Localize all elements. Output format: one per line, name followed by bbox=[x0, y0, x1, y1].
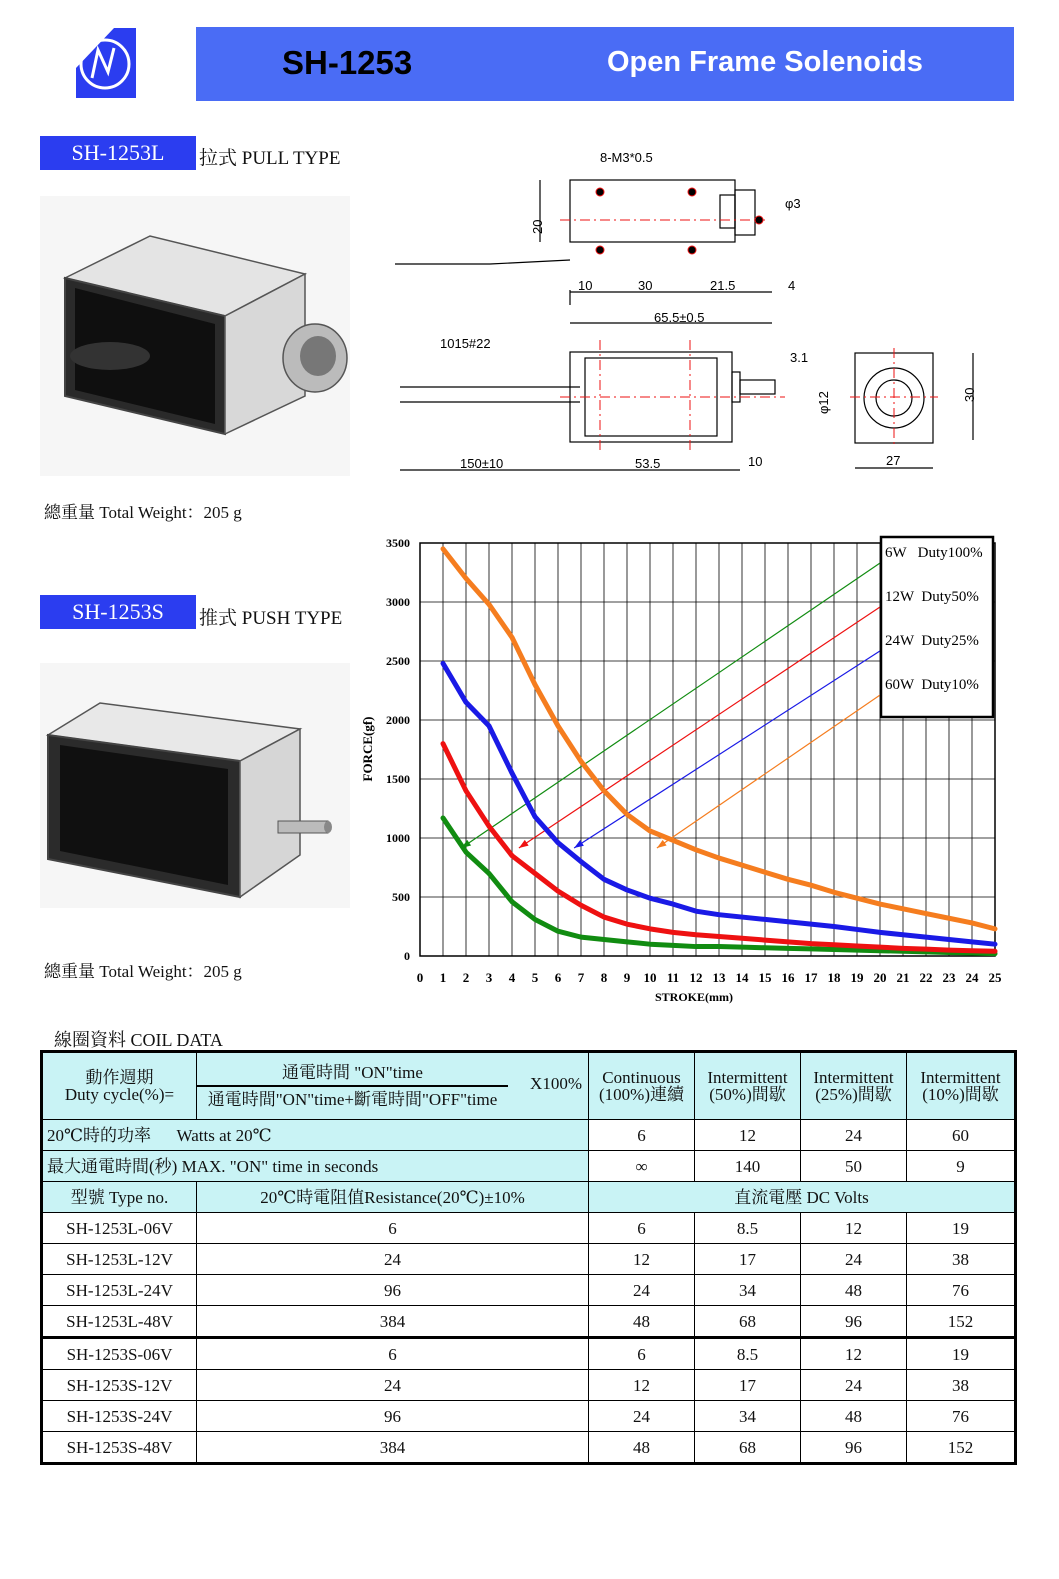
force-stroke-chart bbox=[350, 525, 1010, 1015]
x-tick-label: 10 bbox=[643, 970, 657, 985]
coil-row bbox=[42, 1213, 1016, 1244]
resistance-cell: 96 bbox=[197, 1401, 589, 1432]
x-tick-label: 19 bbox=[850, 970, 864, 985]
max-on-label: 最大通電時間(秒) MAX. "ON" time in seconds bbox=[42, 1151, 589, 1182]
legend-entry-0: 6W Duty100% bbox=[885, 545, 983, 561]
dim-phi12: φ12 bbox=[816, 391, 831, 414]
dim-30a: 30 bbox=[638, 278, 653, 293]
dim-30b: 30 bbox=[962, 387, 977, 402]
volt-cell: 152 bbox=[907, 1432, 1016, 1464]
volt-cell: 8.5 bbox=[695, 1338, 801, 1370]
x-tick-label: 4 bbox=[508, 970, 516, 985]
x-tick-label: 0 bbox=[416, 970, 424, 985]
y-tick-label: 0 bbox=[404, 949, 410, 963]
series-title: Open Frame Solenoids bbox=[607, 46, 923, 78]
volt-cell: 152 bbox=[907, 1306, 1016, 1338]
watts-label: 20℃時的功率 Watts at 20℃ bbox=[42, 1120, 589, 1151]
push-solenoid-photo bbox=[40, 663, 350, 908]
volt-cell: 48 bbox=[589, 1432, 695, 1464]
volt-cell: 19 bbox=[907, 1213, 1016, 1244]
volt-cell: 8.5 bbox=[695, 1213, 801, 1244]
duty-cycle-formula bbox=[197, 1052, 589, 1120]
duty-cycle-label bbox=[42, 1052, 197, 1120]
dim-holes: 8-M3*0.5 bbox=[600, 150, 653, 165]
watts-3: 60 bbox=[907, 1120, 1016, 1151]
x-tick-label: 18 bbox=[827, 970, 841, 985]
company-logo bbox=[74, 28, 136, 98]
x-tick-label: 8 bbox=[600, 970, 608, 985]
volt-cell: 48 bbox=[801, 1401, 907, 1432]
legend-entry-3: 60W Duty10% bbox=[885, 677, 979, 693]
x-tick-label: 1 bbox=[439, 970, 447, 985]
type-cell: SH-1253S-24V bbox=[42, 1401, 197, 1432]
volt-cell: 96 bbox=[801, 1306, 907, 1338]
max-on-0: ∞ bbox=[589, 1151, 695, 1182]
max-on-1: 140 bbox=[695, 1151, 801, 1182]
x-tick-label: 9 bbox=[623, 970, 631, 985]
volt-cell: 34 bbox=[695, 1275, 801, 1306]
pull-model-tag: SH-1253L bbox=[40, 136, 196, 170]
y-tick-label: 3000 bbox=[386, 595, 410, 609]
volt-cell: 38 bbox=[907, 1370, 1016, 1401]
coil-row bbox=[42, 1432, 1016, 1464]
y-tick-label: 3500 bbox=[386, 536, 410, 550]
volt-cell: 24 bbox=[801, 1244, 907, 1275]
volt-cell: 12 bbox=[589, 1244, 695, 1275]
y-tick-label: 1500 bbox=[386, 772, 410, 786]
x-tick-label: 20 bbox=[873, 970, 887, 985]
pull-solenoid-photo bbox=[40, 196, 350, 476]
dim-wire: 1015#22 bbox=[440, 336, 491, 351]
y-tick-label: 2000 bbox=[386, 713, 410, 727]
legend-entry-2: 24W Duty25% bbox=[885, 633, 979, 649]
dc-volts-header: 直流電壓 DC Volts bbox=[589, 1182, 1016, 1213]
push-type-label: 推式 PUSH TYPE bbox=[199, 608, 343, 629]
x-tick-label: 14 bbox=[735, 970, 749, 985]
volt-cell: 38 bbox=[907, 1244, 1016, 1275]
volt-cell: 12 bbox=[589, 1370, 695, 1401]
type-cell: SH-1253S-12V bbox=[42, 1370, 197, 1401]
x-tick-label: 23 bbox=[942, 970, 956, 985]
type-cell: SH-1253L-48V bbox=[42, 1306, 197, 1338]
volt-cell: 48 bbox=[801, 1275, 907, 1306]
dim-3-1: 3.1 bbox=[790, 350, 809, 365]
x-tick-label: 5 bbox=[531, 970, 539, 985]
x-tick-label: 6 bbox=[554, 970, 562, 985]
coil-row bbox=[42, 1370, 1016, 1401]
dim-10b: 10 bbox=[748, 454, 763, 469]
volt-cell: 17 bbox=[695, 1370, 801, 1401]
dim-phi3: φ3 bbox=[785, 196, 801, 211]
coil-row bbox=[42, 1338, 1016, 1370]
volt-cell: 24 bbox=[589, 1401, 695, 1432]
type-cell: SH-1253S-06V bbox=[42, 1338, 197, 1370]
dim-10a: 10 bbox=[578, 278, 593, 293]
y-tick-label: 2500 bbox=[386, 654, 410, 668]
resistance-cell: 96 bbox=[197, 1275, 589, 1306]
resistance-cell: 384 bbox=[197, 1306, 589, 1338]
duty-label-en: Duty cycle(%)= bbox=[64, 1085, 175, 1104]
duty-col-3: Intermittent (10%)間歇 bbox=[907, 1052, 1016, 1120]
x-axis-label: STROKE(mm) bbox=[655, 990, 733, 1004]
resistance-cell: 6 bbox=[197, 1338, 589, 1370]
volt-cell: 76 bbox=[907, 1275, 1016, 1306]
max-on-2: 50 bbox=[801, 1151, 907, 1182]
dim-4: 4 bbox=[788, 278, 796, 293]
dim-65-5: 65.5±0.5 bbox=[654, 310, 705, 325]
coil-row bbox=[42, 1306, 1016, 1338]
x-tick-label: 21 bbox=[896, 970, 910, 985]
x-tick-label: 16 bbox=[781, 970, 795, 985]
resistance-cell: 24 bbox=[197, 1370, 589, 1401]
coil-row bbox=[42, 1244, 1016, 1275]
x-tick-label: 25 bbox=[988, 970, 1002, 985]
watts-2: 24 bbox=[801, 1120, 907, 1151]
type-cell: SH-1253L-24V bbox=[42, 1275, 197, 1306]
volt-cell: 6 bbox=[589, 1338, 695, 1370]
volt-cell: 17 bbox=[695, 1244, 801, 1275]
x-tick-label: 13 bbox=[712, 970, 726, 985]
x-tick-label: 2 bbox=[462, 970, 470, 985]
duty-col-1: Intermittent (50%)間歇 bbox=[695, 1052, 801, 1120]
x-tick-label: 7 bbox=[577, 970, 585, 985]
y-tick-label: 1000 bbox=[386, 831, 410, 845]
push-weight: 總重量 Total Weight：205 g bbox=[44, 962, 242, 981]
dimension-drawing bbox=[390, 140, 1010, 485]
duty-label-zh: 動作週期 bbox=[85, 1068, 154, 1087]
resistance-cell: 24 bbox=[197, 1244, 589, 1275]
volt-cell: 6 bbox=[589, 1213, 695, 1244]
model-title: SH-1253 bbox=[282, 44, 413, 81]
formula-numerator: 通電時間 "ON"time bbox=[197, 1064, 508, 1087]
watts-0: 6 bbox=[589, 1120, 695, 1151]
volt-cell: 12 bbox=[801, 1213, 907, 1244]
volt-cell: 48 bbox=[589, 1306, 695, 1338]
coil-row bbox=[42, 1401, 1016, 1432]
volt-cell: 19 bbox=[907, 1338, 1016, 1370]
legend-entry-1: 12W Duty50% bbox=[885, 589, 979, 605]
x-tick-label: 22 bbox=[919, 970, 933, 985]
volt-cell: 24 bbox=[801, 1370, 907, 1401]
dim-27: 27 bbox=[886, 453, 901, 468]
coil-row bbox=[42, 1275, 1016, 1306]
resistance-cell: 384 bbox=[197, 1432, 589, 1464]
volt-cell: 24 bbox=[589, 1275, 695, 1306]
x-tick-label: 12 bbox=[689, 970, 703, 985]
formula-denominator: 通電時間"ON"time+斷電時間"OFF"time bbox=[207, 1090, 498, 1109]
pull-type-label: 拉式 PULL TYPE bbox=[199, 148, 341, 169]
duty-col-0: Continuous (100%)連續 bbox=[589, 1052, 695, 1120]
type-header: 型號 Type no. bbox=[42, 1182, 197, 1213]
pull-weight: 總重量 Total Weight：205 g bbox=[44, 503, 242, 522]
x-tick-label: 15 bbox=[758, 970, 772, 985]
max-on-3: 9 bbox=[907, 1151, 1016, 1182]
volt-cell: 68 bbox=[695, 1432, 801, 1464]
x-tick-label: 24 bbox=[965, 970, 979, 985]
volt-cell: 96 bbox=[801, 1432, 907, 1464]
formula-x100: X100% bbox=[530, 1074, 582, 1093]
resistance-cell: 6 bbox=[197, 1213, 589, 1244]
duty-col-2: Intermittent (25%)間歇 bbox=[801, 1052, 907, 1120]
dim-20: 20 bbox=[530, 219, 545, 234]
y-tick-label: 500 bbox=[392, 890, 410, 904]
dim-21-5: 21.5 bbox=[710, 278, 736, 293]
x-tick-label: 3 bbox=[485, 970, 493, 985]
x-tick-label: 11 bbox=[666, 970, 680, 985]
volt-cell: 34 bbox=[695, 1401, 801, 1432]
x-tick-label: 17 bbox=[804, 970, 818, 985]
watts-1: 12 bbox=[695, 1120, 801, 1151]
push-model-tag: SH-1253S bbox=[40, 595, 196, 629]
y-axis-label: FORCE(gf) bbox=[360, 716, 375, 782]
type-cell: SH-1253S-48V bbox=[42, 1432, 197, 1464]
dim-53-5: 53.5 bbox=[635, 456, 661, 471]
dim-150: 150±10 bbox=[460, 456, 504, 471]
type-cell: SH-1253L-06V bbox=[42, 1213, 197, 1244]
type-cell: SH-1253L-12V bbox=[42, 1244, 197, 1275]
resistance-header: 20℃時電阻值Resistance(20℃)±10% bbox=[197, 1182, 589, 1213]
volt-cell: 68 bbox=[695, 1306, 801, 1338]
coil-data-table bbox=[40, 1050, 1017, 1465]
coil-data-title: 線圈資料 COIL DATA bbox=[54, 1030, 223, 1050]
volt-cell: 12 bbox=[801, 1338, 907, 1370]
volt-cell: 76 bbox=[907, 1401, 1016, 1432]
